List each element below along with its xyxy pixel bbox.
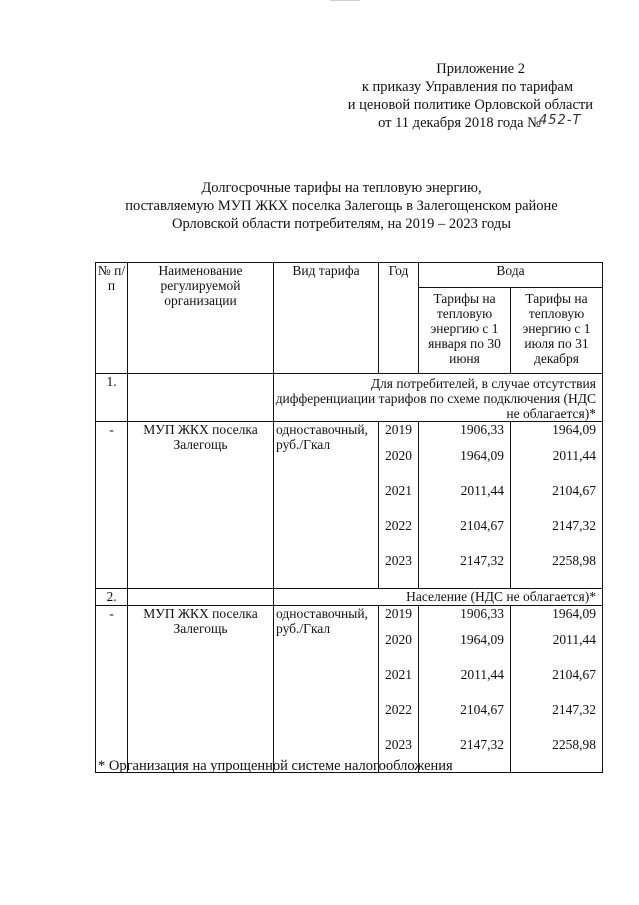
title-line-3: Орловской области потребителям, на 2019 – 2023 годы — [172, 216, 511, 232]
appendix-line-4 — [348, 114, 593, 132]
header-tariff-jul: Тарифы на тепловую энергию с 1 июля по 31 декабря — [511, 288, 603, 374]
appendix-block — [348, 60, 593, 132]
header-tariff-jan: Тарифы на тепловую энергию с 1 января по 30 июня — [419, 288, 511, 374]
header-kind: Вид тарифа — [274, 263, 379, 374]
tariff-value: 2011,44 — [460, 483, 504, 498]
organization-name: МУП ЖКХ поселка Залегощь — [128, 606, 274, 773]
handwritten-order-number: 452-Т — [539, 113, 582, 128]
tariff-kind: одноставочный, руб./Гкал — [274, 606, 379, 773]
header-no: № п/п — [96, 263, 128, 374]
table-header-row — [96, 263, 603, 288]
year-value: 2020 — [385, 632, 412, 647]
tariff-jan-cell — [419, 606, 511, 773]
row-number: - — [96, 422, 128, 589]
tariff-value: 1906,33 — [460, 606, 504, 621]
tariff-value: 2147,32 — [460, 737, 504, 752]
section-row — [96, 374, 603, 422]
appendix-line-1: Приложение 2 — [436, 61, 525, 77]
tariff-jul-cell — [511, 606, 603, 773]
tariff-value: 1964,09 — [460, 448, 504, 463]
title-line-2: поставляемую МУП ЖКХ поселка Залегощь в Залегощенском районе — [125, 198, 558, 214]
section-row — [96, 589, 603, 606]
tariff-value: 2147,32 — [460, 553, 504, 568]
tariff-kind: одноставочный, руб./Гкал — [274, 422, 379, 589]
tariff-value: 2258,98 — [552, 737, 596, 752]
section-number: 1. — [96, 374, 128, 422]
tariff-value: 2011,44 — [552, 448, 596, 463]
tariff-value: 2147,32 — [552, 518, 596, 533]
tariff-value: 2011,44 — [460, 667, 504, 682]
tariff-value: 1964,09 — [552, 606, 596, 621]
section-number: 2. — [96, 589, 128, 606]
year-value: 2022 — [385, 518, 412, 533]
appendix-line-2: к приказу Управления по тарифам — [361, 79, 573, 95]
tariff-jul-cell — [511, 422, 603, 589]
appendix-line-3: и ценовой политике Орловской области — [347, 97, 593, 113]
scan-mark — [330, 0, 360, 1]
section-title: Население (НДС не облагается)* — [274, 589, 603, 606]
tariff-value: 2258,98 — [552, 553, 596, 568]
tariff-value: 2104,67 — [460, 518, 504, 533]
year-value: 2019 — [385, 422, 412, 437]
year-value: 2023 — [385, 737, 412, 752]
section-empty-cell — [128, 374, 274, 422]
title-line-1: Долгосрочные тарифы на тепловую энергию, — [201, 180, 482, 196]
document-title — [90, 179, 593, 233]
year-cell — [379, 422, 419, 589]
tariff-value: 1964,09 — [552, 422, 596, 437]
row-number: - — [96, 606, 128, 773]
tariff-table — [95, 262, 603, 773]
year-value: 2023 — [385, 553, 412, 568]
table-row — [96, 606, 603, 773]
table-row — [96, 422, 603, 589]
year-cell — [379, 606, 419, 773]
order-date: от 11 декабря 2018 года № — [378, 115, 541, 131]
tariff-value: 2104,67 — [552, 667, 596, 682]
header-name: Наименование регулируемой организации — [128, 263, 274, 374]
tariff-value: 1964,09 — [460, 632, 504, 647]
tariff-jan-cell — [419, 422, 511, 589]
year-value: 2019 — [385, 606, 412, 621]
tariff-value: 1906,33 — [460, 422, 504, 437]
organization-name: МУП ЖКХ поселка Залегощь — [128, 422, 274, 589]
tariff-value: 2147,32 — [552, 702, 596, 717]
section-empty-cell — [128, 589, 274, 606]
tariff-value: 2104,67 — [460, 702, 504, 717]
header-water: Вода — [419, 263, 603, 288]
header-year: Год — [379, 263, 419, 374]
year-value: 2021 — [385, 667, 412, 682]
section-title: Для потребителей, в случае отсутствия дифференциации тарифов по схеме подключения (НДС не облагается)* — [274, 374, 603, 422]
tariff-value: 2104,67 — [552, 483, 596, 498]
year-value: 2020 — [385, 448, 412, 463]
year-value: 2021 — [385, 483, 412, 498]
year-value: 2022 — [385, 702, 412, 717]
tariff-value: 2011,44 — [552, 632, 596, 647]
footnote: * Организация на упрощенной системе налогообложения — [98, 758, 453, 774]
